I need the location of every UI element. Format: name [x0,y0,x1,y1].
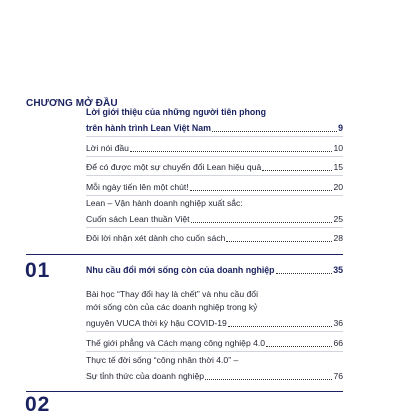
divider [86,227,343,228]
dot-leader [191,222,333,223]
prelude-heading-row[interactable] [86,120,343,134]
chapter-heading-row[interactable] [86,262,343,276]
dot-leader [276,273,333,274]
page-number: 66 [333,338,343,348]
dot-leader [190,190,333,191]
dot-leader [205,379,332,380]
toc-entry[interactable] [86,159,343,173]
entry-title: nguyên VUCA thời kỳ hậu COVID-19 [86,318,227,328]
divider [86,331,343,332]
divider [86,351,343,352]
chapter-number: 01 [25,259,51,282]
page-number: 9 [338,123,343,133]
page-number: 35 [333,265,343,275]
dot-leader [212,131,337,132]
dot-leader [226,241,332,242]
section-title-prelude: CHƯƠNG MỞ ĐẦU [26,98,118,109]
entry-title: Đôi lời nhận xét dành cho cuốn sách [86,233,226,243]
page-number: 20 [333,182,343,192]
dot-leader [130,151,333,152]
divider [86,136,343,137]
entry-title: Sự tỉnh thức của doanh nghiệp [86,371,205,381]
entry-line: mới sống còn của các doanh nghiệp trong kỷ [86,302,258,312]
chapter-number: 02 [25,393,51,416]
dot-leader [266,346,332,347]
entry-title: Mỗi ngày tiến lên một chút! [86,182,189,192]
prelude-heading-line2: trên hành trình Lean Việt Nam [86,123,211,133]
entry-title: Để có được một sự chuyển đổi Lean hiệu quả [86,162,262,172]
page-number: 10 [333,143,343,153]
entry-title: Cuốn sách Lean thuần Việt [86,214,190,224]
dot-leader [228,326,333,327]
page-number: 15 [333,162,343,172]
toc-entry[interactable] [86,211,343,225]
toc-entry[interactable] [86,140,343,154]
toc-entry[interactable] [86,368,343,382]
entry-line: Thực tế đời sống “công nhân thời 4.0” – [86,355,239,365]
chapter-divider [26,254,343,255]
chapter-title: Nhu cầu đổi mới sống còn của doanh nghiệp [86,265,275,275]
entry-title: Thế giới phẳng và Cách mạng công nghiệp 4.0 [86,338,266,348]
chapter-divider [26,391,343,392]
toc-entry[interactable] [86,230,343,244]
dot-leader [262,170,332,171]
prelude-heading-line1: Lời giới thiệu của những người tiên phong [86,107,267,117]
toc-entry[interactable] [86,179,343,193]
page-number: 28 [333,233,343,243]
toc-entry[interactable] [86,335,343,349]
page-number: 36 [333,318,343,328]
divider [86,175,343,176]
lean-entry-line1: Lean – Vận hành doanh nghiệp xuất sắc: [86,198,243,208]
page-number: 76 [333,371,343,381]
entry-line: Bài học “Thay đổi hay là chết” và nhu cầu đổi [86,289,258,299]
divider [86,195,343,196]
page-number: 25 [333,214,343,224]
toc-entry[interactable] [86,315,343,329]
entry-title: Lời nói đầu [86,143,129,153]
divider [86,156,343,157]
